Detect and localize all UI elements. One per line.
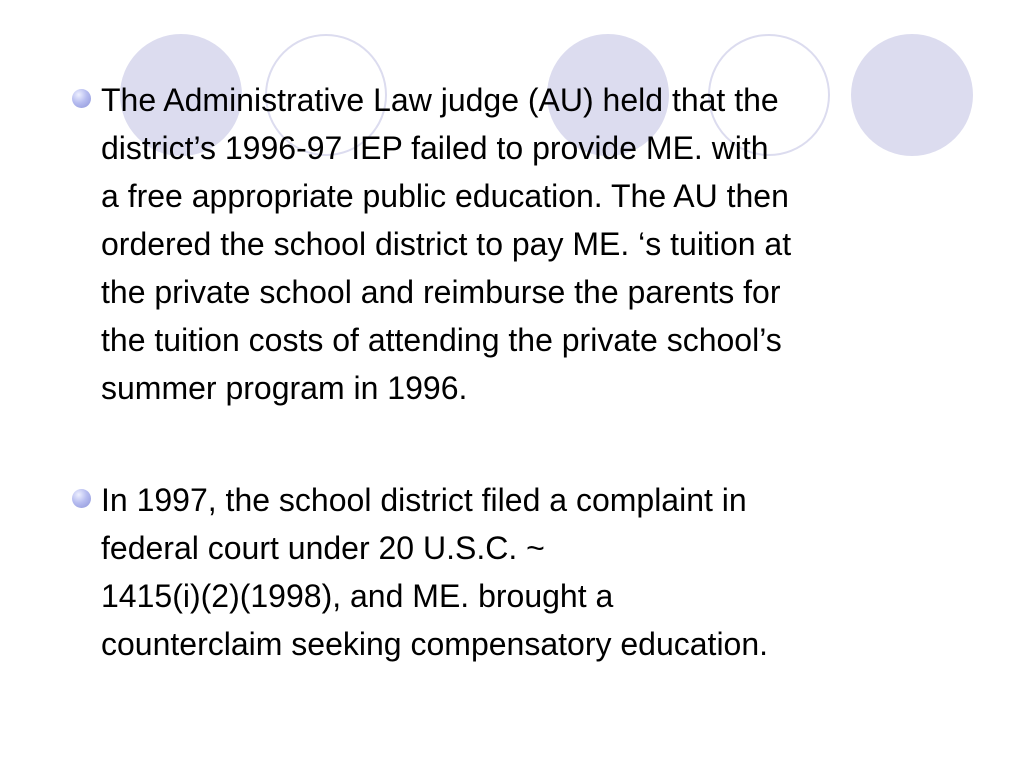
paragraph-line: summer program in 1996. bbox=[101, 370, 468, 406]
paragraph-line: 1415(i)(2)(1998), and ME. brought a bbox=[101, 578, 614, 614]
paragraph-line: the private school and reimburse the parents for bbox=[101, 274, 781, 310]
paragraph-line: counterclaim seeking compensatory education. bbox=[101, 626, 769, 662]
bullet-paragraph-2 bbox=[101, 476, 981, 668]
paragraph-line: a free appropriate public education. The AU then bbox=[101, 178, 789, 214]
paragraph-line: ordered the school district to pay ME. ‘s tuition at bbox=[101, 226, 792, 262]
paragraph-line: federal court under 20 U.S.C. ~ bbox=[101, 530, 545, 566]
paragraph-line: The Administrative Law judge (AU) held that the bbox=[101, 82, 779, 118]
paragraph-line: district’s 1996-97 IEP failed to provide ME. with bbox=[101, 130, 769, 166]
bullet-icon bbox=[72, 89, 91, 108]
bullet-paragraph-1 bbox=[101, 76, 981, 412]
paragraph-line: the tuition costs of attending the private school’s bbox=[101, 322, 782, 358]
paragraph-line: In 1997, the school district filed a complaint in bbox=[101, 482, 747, 518]
bullet-icon bbox=[72, 489, 91, 508]
